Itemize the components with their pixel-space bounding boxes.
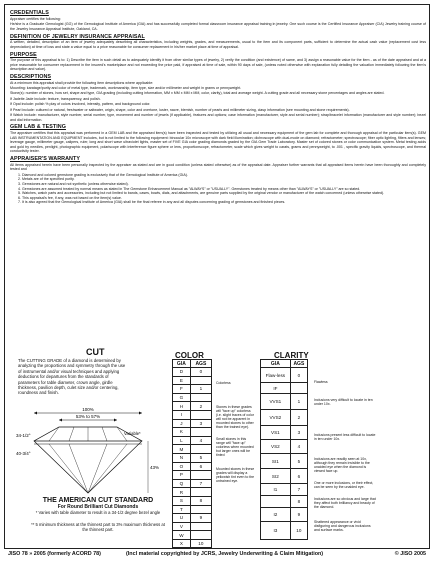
- clarity-ags-cell: 4: [290, 440, 307, 454]
- cut-standard-subtitle: For Round Brilliant Cut Diamonds: [57, 504, 139, 510]
- clarity-ags-cell: 2: [290, 410, 307, 426]
- clarity-grade-row: [261, 383, 308, 394]
- clarity-ags-header: AGS: [290, 360, 307, 368]
- color-gia-cell: Q: [173, 479, 191, 488]
- label-depth: 43%: [150, 465, 160, 470]
- color-grade-row: [173, 539, 212, 548]
- color-grade-row: [173, 505, 212, 514]
- color-ags-cell: [190, 522, 211, 531]
- clarity-ags-cell: 3: [290, 426, 307, 440]
- cut-standard-note: * Varies with table diameter to result in a 34-1/2 degree bezel angle: [35, 510, 161, 515]
- color-ags-header: AGS: [190, 360, 211, 368]
- color-gia-cell: S: [173, 496, 191, 505]
- warranty-list: [10, 173, 426, 205]
- color-ags-cell: 5: [190, 453, 211, 462]
- clarity-gia-header: GIA: [261, 360, 291, 368]
- color-gia-cell: G: [173, 393, 191, 402]
- color-gia-cell: N: [173, 453, 191, 462]
- color-ags-cell: 10: [190, 539, 211, 548]
- footer-form-id: JISO 78 » 2005 (formerly ACORD 78): [8, 551, 101, 557]
- warranty-item: 3. Gemstones are natural and not synthetic (unless otherwise stated).: [22, 182, 426, 187]
- label-pavilion-angle: 40-3/4°: [16, 451, 31, 456]
- color-grade-row: [173, 496, 212, 505]
- warranty-body: All items appraised herein have been personally inspected by the appraiser as stated and are in good condition (unless stated otherwise) as of the appraisal date. Appraiser further warrants that all appraised items herein have been thoroughly and completely tested and: [10, 162, 426, 172]
- color-gia-cell: F: [173, 385, 191, 394]
- credentials-intro: Appraiser certifies the following:: [10, 16, 61, 21]
- color-title: COLOR: [175, 351, 204, 360]
- label-crown-angle: 34-1/2°: [16, 433, 31, 438]
- clarity-gia-cell: IF: [261, 383, 291, 394]
- color-grade-row: [173, 419, 212, 428]
- color-ags-cell: 6: [190, 462, 211, 471]
- color-gia-cell: M: [173, 445, 191, 454]
- definition-body: A written, detailed, description of an item of jewelry adequately describing all characteristics, including weights, grades, and measurements, usual to the item and its component parts, sufficient to determine the actual cash value (replacement cost less depreciation) at time of loss and state a value equal to a price reasonable for consumer replacement in his/her market place at time of appraisal.: [10, 40, 426, 49]
- clarity-ags-cell: 6: [290, 469, 307, 484]
- color-ags-cell: 4: [190, 436, 211, 445]
- clarity-note-flawless: Flawless: [314, 380, 328, 384]
- color-gia-cell: K: [173, 428, 191, 437]
- clarity-grade-row: [261, 469, 308, 484]
- clarity-ags-cell: 0: [290, 368, 307, 383]
- color-ags-cell: 7: [190, 479, 211, 488]
- label-girdle: Variable*: [124, 431, 141, 436]
- color-ags-cell: [190, 505, 211, 514]
- cut-standard-note-2: ** 5 minimum thickness at the thinnest part to 3% maximum thickness at the thinnest part.: [31, 522, 165, 532]
- clarity-grade-table: [260, 359, 308, 540]
- clarity-note-i3: Shattered appearance or vivid disfiguring and dangerous inclusions and surface marks.: [314, 520, 371, 533]
- clarity-grade-row: [261, 508, 308, 522]
- clarity-note-i1: One or more inclusions, or their effect, can be seen by the unaided eye.: [314, 481, 374, 490]
- color-ags-cell: [190, 393, 211, 402]
- descriptions-watch: If Watch include: manufacturer, style number, serial number, type, movement and number of jewels (if applicable), features and options; case information (manufacturer, style and serial number); strap/bracelet information (manufacturer and style number); bezel and dial information.: [10, 113, 426, 122]
- color-ags-cell: 0: [190, 368, 211, 377]
- color-grade-row: [173, 531, 212, 540]
- color-ags-cell: 9: [190, 514, 211, 523]
- color-note-near-colorless: Stones in these grades will "face up" colorless (i.e. slight traces of color will not be apparent in mounted stones to other than the trained eye).: [216, 405, 254, 430]
- color-grade-row: [173, 410, 212, 419]
- label-table: 53% to 57%: [75, 414, 101, 419]
- warranty-item: 1. Diamond and colored gemstone grading is exclusively that of the Gemological Institute of America (GIA).: [22, 173, 426, 178]
- clarity-ags-cell: 9: [290, 508, 307, 522]
- warranty-item: 2. Metals are of the specified purity.: [22, 177, 426, 182]
- color-gia-cell: O: [173, 462, 191, 471]
- color-ags-cell: [190, 488, 211, 497]
- descriptions-stones: Stone(s): number of stones, how set, shape and type, GIA grading (including cutting information, MM x MM x MM x MM, color, clarity), total and average weight. A cutting grade and all necessary stone percentages and angles are stated.: [10, 91, 385, 96]
- descriptions-jadeite: If Jadeite Jade include: texture, transparency, and polish.: [10, 96, 101, 101]
- color-grade-row: [173, 436, 212, 445]
- cut-description: The CUTTING GRADE of a diamond is determined by analyzing the proportions and symmetry through the use of instrumental and/or visual techniques and applying deductions for departures from the standards of parameters for table diameter, crown angle, girdle thickness, pavilion depth, culet size and/or centering, roundness and finish.: [18, 358, 126, 396]
- clarity-ags-cell: 7: [290, 484, 307, 496]
- color-grade-row: [173, 471, 212, 480]
- color-grade-row: [173, 402, 212, 411]
- clarity-ags-cell: 8: [290, 496, 307, 508]
- clarity-ags-cell: 5: [290, 454, 307, 469]
- descriptions-pearl: If Pearl include: cultured or natural, freshwater or saltwater, origin, shape, color and overtone, luster, nacre, blemish, number of pearls and millimeter sizing, clasp information (see mounting and stone requirements).: [10, 107, 350, 112]
- clarity-note-si: Inclusions are readily seen at 10x, although they remain invisible to the unaided eye when the diamond is viewed face up.: [314, 457, 370, 474]
- clarity-gia-cell: I1: [261, 484, 291, 496]
- color-gia-cell: T: [173, 505, 191, 514]
- clarity-grade-row: [261, 394, 308, 410]
- clarity-grade-row: [261, 368, 308, 383]
- clarity-gia-cell: I2: [261, 508, 291, 522]
- warranty-item: 6. This appraisal's fee, if any, was not based on the item(s) value.: [22, 196, 426, 201]
- color-ags-cell: [190, 428, 211, 437]
- color-gia-cell: H: [173, 402, 191, 411]
- color-note-small-stones: Small stones in this range will "face up" colorless when mounted but larger ones will be tinted: [216, 437, 254, 458]
- clarity-ags-cell: [290, 383, 307, 394]
- color-gia-cell: L: [173, 436, 191, 445]
- color-grade-row: [173, 445, 212, 454]
- color-grade-row: [173, 385, 212, 394]
- clarity-grade-row: [261, 496, 308, 508]
- clarity-gia-cell: I3: [261, 522, 291, 540]
- color-note-colorless: Colorless: [216, 381, 231, 385]
- clarity-gia-cell: [261, 496, 291, 508]
- color-gia-cell: X: [173, 539, 191, 548]
- footer-copyright-note: (Incl material copyrighted by JCRS, Jewelry Underwriting & Claim Mitigation): [126, 551, 324, 557]
- color-grade-row: [173, 462, 212, 471]
- gem-lab-body: The appraiser certifies that this appraisal was performed in a GEM LAB and the appraised item(s) have been inspected and tested by utilizing all usual and necessary equipment of the gem lab for complete and thorough appraisal of the particular item(s). GEM LAB INSTRUMENTATION AND EQUIPMENT includes, but is not limited to the following equipment: binocular 10x microscope with dark field illumination; dichroscope with dual-mode on diamond; refractometer; spectroscope; fiber optic lighting, filters and lenses; leverage gauge, millimeter gauge, calipers, ruler, long and short wave ultraviolet lights, master set of FIVE GIA color grading diamonds graded by the GIA Gem Trade Laboratory. Master set of colored stones or color communication system. Metal testing acids and gold try needles, penlight, photographic equipment, polariscope with interference figure sphere or lens, proportionscope, refractometer, scale which gives weight to carats, grams and pennyweight, to .001 , specific gravity liquids, spectroscope, and thermal conductivity tester.: [10, 130, 426, 154]
- color-note-mounted: Mounted stones in these grades will display a yellowish tint even to the untrained eye.: [216, 467, 255, 484]
- warranty-item: 4. Gemstones are assumed treated by normal means as stated in The Gemstone Enhancement Manual as "ALWAYS" or "USUALLY". Gemstones treated by means other than "ALWAYS" or "USUALLY" are so stated.: [22, 187, 426, 192]
- cut-standard-title: THE AMERICAN CUT STANDARD: [42, 497, 154, 504]
- color-ags-cell: [190, 471, 211, 480]
- label-100: 100%: [82, 407, 94, 412]
- color-grade-row: [173, 479, 212, 488]
- color-gia-header: GIA: [173, 360, 191, 368]
- color-gia-cell: P: [173, 471, 191, 480]
- color-gia-cell: R: [173, 488, 191, 497]
- color-ags-cell: [190, 376, 211, 385]
- color-ags-cell: [190, 410, 211, 419]
- color-gia-cell: J: [173, 419, 191, 428]
- color-gia-cell: I: [173, 410, 191, 419]
- warranty-item: 5. Watches, watch parts and accessories, including but not limited to bands, cases, bowls, dials, and attachments, are genuine parts supplied by the original vendor or manufacturer of the watch concerned (unless otherwise stated).: [22, 191, 426, 196]
- color-grade-row: [173, 522, 212, 531]
- footer-copyright: © JISO 2005: [394, 551, 426, 557]
- color-gia-cell: E: [173, 376, 191, 385]
- clarity-gia-cell: VVS1: [261, 394, 291, 410]
- color-grade-row: [173, 514, 212, 523]
- purpose-heading: PURPOSE: [10, 51, 37, 58]
- color-ags-cell: 1: [190, 385, 211, 394]
- color-grade-table: [172, 359, 212, 548]
- warranty-item: 7. It is also agreed that the Gemological Institute of America (GIA) shall be the final referee in any and all disputes concerning grading of gemstones and finished pieces.: [22, 200, 426, 205]
- descriptions-heading: DESCRIPTIONS: [10, 74, 52, 81]
- color-grade-row: [173, 428, 212, 437]
- clarity-grade-row: [261, 426, 308, 440]
- clarity-grade-row: [261, 484, 308, 496]
- color-gia-cell: U: [173, 514, 191, 523]
- clarity-gia-cell: VS2: [261, 440, 291, 454]
- clarity-title: CLARITY: [274, 351, 309, 360]
- terms-text-block: [10, 8, 426, 206]
- clarity-gia-cell: VS1: [261, 426, 291, 440]
- color-grade-row: [173, 368, 212, 377]
- color-gia-cell: V: [173, 522, 191, 531]
- clarity-gia-cell: VVS2: [261, 410, 291, 426]
- color-grade-row: [173, 393, 212, 402]
- definition-heading: DEFINITION OF JEWELRY INSURANCE APPRAISAL: [10, 33, 145, 40]
- warranty-heading: APPRAISER'S WARRANTY: [10, 156, 80, 163]
- color-ags-cell: 2: [190, 402, 211, 411]
- clarity-grade-row: [261, 410, 308, 426]
- clarity-note-vs: Inclusions present less difficult to locate in ten under 10x.: [314, 433, 376, 442]
- clarity-ags-cell: 10: [290, 522, 307, 540]
- clarity-note-i2: Inclusions are so obvious and large that they affect both brilliancy and beauty of the diamond.: [314, 497, 376, 510]
- clarity-grade-row: [261, 454, 308, 469]
- clarity-ags-cell: 1: [290, 394, 307, 410]
- descriptions-opal: If Opal include: polish % play of colors involved, intensity, pattern, and background color.: [10, 102, 151, 107]
- descriptions-intro: At a minimum this appraisal shall provide the following item descriptions where applicable:: [10, 80, 154, 85]
- color-ags-cell: 8: [190, 496, 211, 505]
- cut-title: CUT: [86, 347, 105, 357]
- color-ags-cell: 3: [190, 419, 211, 428]
- color-grade-row: [173, 488, 212, 497]
- clarity-gia-cell: SI1: [261, 454, 291, 469]
- clarity-grade-row: [261, 440, 308, 454]
- color-grade-row: [173, 376, 212, 385]
- credentials-body: He/she is a Graduate Gemologist (GG) of the Gemological Institute of America (GIA) and has successfully completed formal classroom insurance appraisal training in jewelry. One such course is the Certified Insurance Appraiser (CIA) Jewelry training course of the Jewelry Insurance Appraisal Institute, Oakland, CA.: [10, 22, 426, 31]
- purpose-body: The purpose of this appraisal is to: 1) Describe the item in such detail as to adequately identify it from other similar types of jewelry, 2) verify the condition (and existence) of same, and 3) assign a reasonable value for the item - as of the date appraised and at a price reasonable for consumer replacement in the insured's marketplace and not exceeding the price paid, if appraised at time of sale, within 90 days of sale, (unless noted otherwise with explanation fully detailing the valuation immediately following the item's description and value).: [10, 58, 426, 72]
- color-gia-cell: D: [173, 368, 191, 377]
- clarity-note-vvs: Inclusions very difficult to locate in ten under 10x.: [314, 398, 373, 407]
- color-ags-cell: [190, 531, 211, 540]
- clarity-gia-cell: SI2: [261, 469, 291, 484]
- clarity-gia-cell: Flaw-less: [261, 368, 291, 383]
- credentials-heading: CREDENTIALS: [10, 10, 49, 17]
- color-grade-row: [173, 453, 212, 462]
- clarity-grade-row: [261, 522, 308, 540]
- gem-lab-heading: GEM LAB & TESTING: [10, 124, 66, 131]
- color-ags-cell: [190, 445, 211, 454]
- descriptions-mounting: Mounting: karatage/purity and color of metal type, trademark, workmanship, item type, size and/or millimeter and weight in grams or pennyweight.: [10, 86, 242, 91]
- color-gia-cell: W: [173, 531, 191, 540]
